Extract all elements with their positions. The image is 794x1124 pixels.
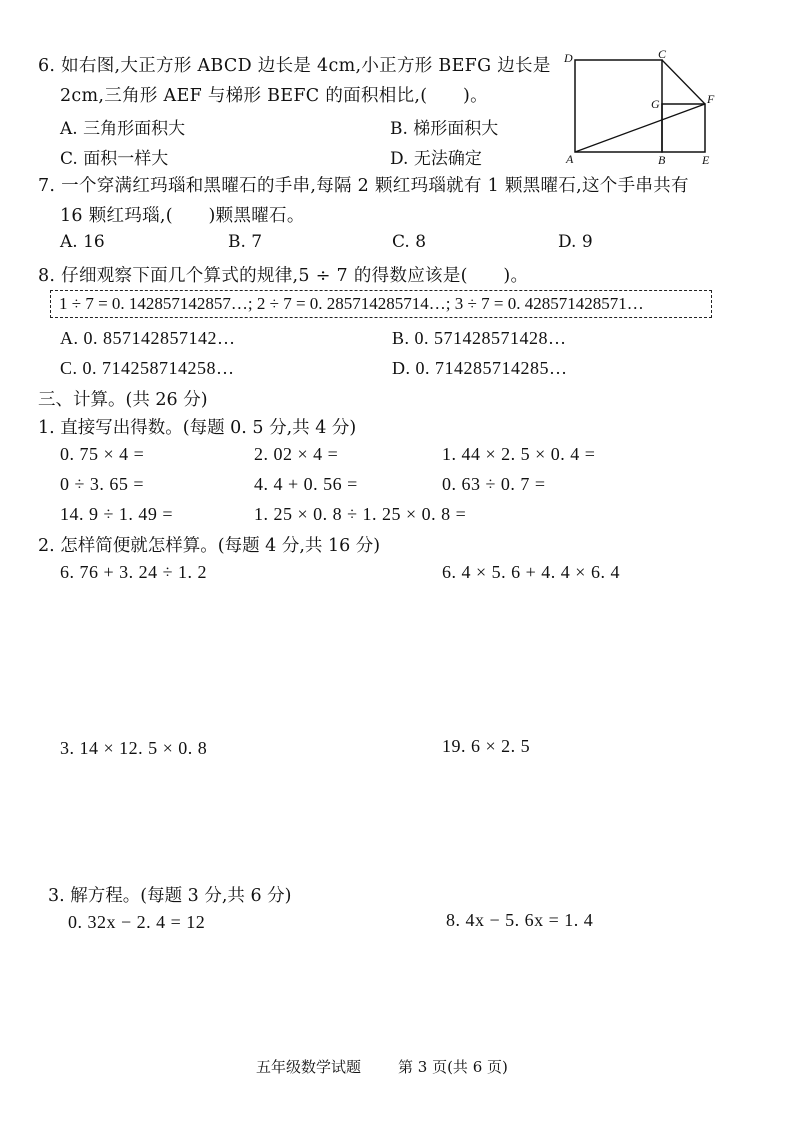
equation-item-1: 0. 32x − 2. 4 = 12 (68, 912, 206, 932)
q8-sequence-box: 1 ÷ 7 = 0. 142857142857…; 2 ÷ 7 = 0. 285714285714…; 3 ÷ 7 = 0. 428571428571… (50, 290, 712, 318)
line-cf (662, 60, 705, 104)
calc-item-7: 14. 9 ÷ 1. 49 = (60, 504, 174, 524)
q7-text-line1: 7. 一个穿满红玛瑙和黑曜石的手串,每隔 2 颗红玛瑙就有 1 颗黑曜石,这个手串共有 (38, 176, 689, 196)
label-g: G (651, 97, 660, 111)
q8-option-c: C. 0. 714258714258… (60, 358, 235, 378)
q6-text-line2: 2cm,三角形 AEF 与梯形 BEFC 的面积相比,( )。 (60, 86, 488, 106)
q7-option-d: D. 9 (558, 232, 593, 252)
calc-item-6: 0. 63 ÷ 0. 7 = (442, 474, 546, 494)
q7-option-a: A. 16 (60, 232, 105, 252)
label-b: B (658, 153, 666, 166)
q6-text-line1: 6. 如右图,大正方形 ABCD 边长是 4cm,小正方形 BEFG 边长是 (38, 56, 551, 76)
q7-option-c: C. 8 (392, 232, 427, 252)
calc-item-1: 0. 75 × 4 = (60, 444, 145, 464)
q6-option-d: D. 无法确定 (390, 149, 482, 169)
label-d: D (564, 51, 573, 65)
simplify-item-2: 6. 4 × 5. 6 + 4. 4 × 6. 4 (442, 562, 620, 582)
calc-item-2: 2. 02 × 4 = (254, 444, 339, 464)
label-f: F (707, 92, 715, 106)
simplify-item-1: 6. 76 + 3. 24 ÷ 1. 2 (60, 562, 208, 582)
q6-option-b: B. 梯形面积大 (390, 119, 499, 139)
square-abcd (575, 60, 662, 152)
q7-option-b: B. 7 (228, 232, 263, 252)
footer-subject: 五年级数学试题 (256, 1058, 362, 1076)
q8-option-d: D. 0. 714285714285… (392, 358, 568, 378)
part2-title: 2. 怎样简便就怎样算。(每题 4 分,共 16 分) (38, 536, 381, 556)
simplify-item-3: 3. 14 × 12. 5 × 0. 8 (60, 738, 208, 758)
label-e: E (702, 153, 710, 166)
calc-item-3: 1. 44 × 2. 5 × 0. 4 = (442, 444, 596, 464)
q6-option-a: A. 三角形面积大 (60, 119, 186, 139)
q7-text-line2: 16 颗红玛瑙,( )颗黑曜石。 (60, 206, 305, 226)
calc-item-5: 4. 4 + 0. 56 = (254, 474, 358, 494)
square-befg (662, 104, 705, 152)
q8-option-b: B. 0. 571428571428… (392, 328, 567, 348)
q8-text-line1: 8. 仔细观察下面几个算式的规律,5 ÷ 7 的得数应该是( )。 (38, 266, 529, 286)
part1-title: 1. 直接写出得数。(每题 0. 5 分,共 4 分) (38, 418, 357, 438)
q8-option-a: A. 0. 857142857142… (60, 328, 236, 348)
label-c: C (658, 48, 667, 61)
equation-item-2: 8. 4x − 5. 6x = 1. 4 (446, 910, 594, 930)
line-af (575, 104, 705, 152)
simplify-item-4: 19. 6 × 2. 5 (442, 736, 531, 756)
calc-item-4: 0 ÷ 3. 65 = (60, 474, 145, 494)
q6-option-c: C. 面积一样大 (60, 149, 169, 169)
section3-title: 三、计算。(共 26 分) (38, 390, 208, 410)
footer-page-number: 第 3 页(共 6 页) (398, 1058, 508, 1076)
label-a: A (566, 152, 574, 166)
part3-title: 3. 解方程。(每题 3 分,共 6 分) (48, 886, 292, 906)
q6-geometry-figure (560, 48, 720, 166)
calc-item-8: 1. 25 × 0. 8 ÷ 1. 25 × 0. 8 = (254, 504, 467, 524)
